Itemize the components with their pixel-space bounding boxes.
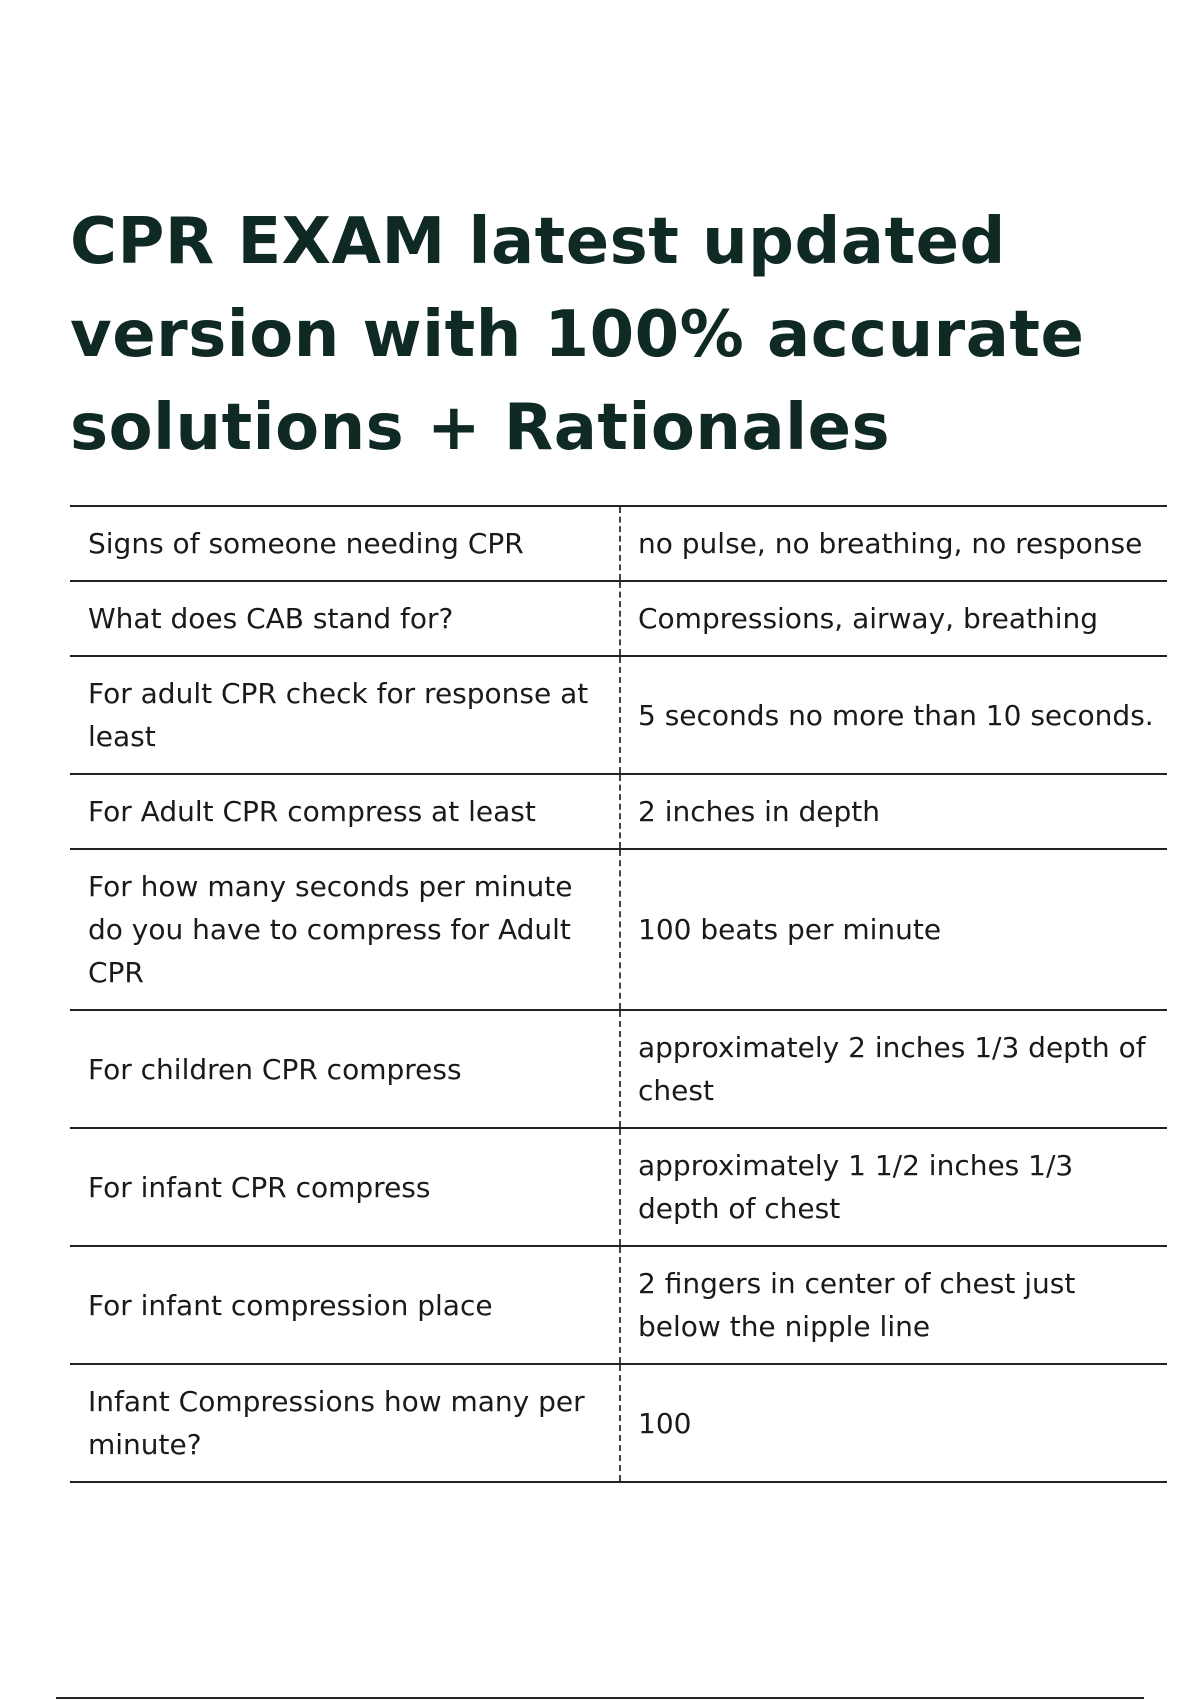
term-cell: For infant compression place <box>70 1246 620 1364</box>
table-row <box>70 656 1167 774</box>
bottom-divider <box>56 1697 1144 1699</box>
term-cell: For adult CPR check for response at least <box>70 656 620 774</box>
definition-cell: 100 <box>620 1364 1167 1482</box>
definition-cell: approximately 1 1/2 inches 1/3 depth of chest <box>620 1128 1167 1246</box>
table-row <box>70 849 1167 1010</box>
definition-cell: 2 fingers in center of chest just below the nipple line <box>620 1246 1167 1364</box>
term-cell: Signs of someone needing CPR <box>70 506 620 581</box>
table-row <box>70 1246 1167 1364</box>
term-cell: For Adult CPR compress at least <box>70 774 620 849</box>
definition-cell: no pulse, no breathing, no response <box>620 506 1167 581</box>
term-cell: Infant Compressions how many per minute? <box>70 1364 620 1482</box>
definition-cell: approximately 2 inches 1/3 depth of chest <box>620 1010 1167 1128</box>
term-cell: For infant CPR compress <box>70 1128 620 1246</box>
table-row <box>70 506 1167 581</box>
term-cell: For how many seconds per minute do you have to compress for Adult CPR <box>70 849 620 1010</box>
table-row <box>70 1010 1167 1128</box>
page-title: CPR EXAM latest updated version with 100% accurate solutions + Rationales <box>70 205 1085 465</box>
definition-cell: 2 inches in depth <box>620 774 1167 849</box>
definition-cell: Compressions, airway, breathing <box>620 581 1167 656</box>
table-row <box>70 1128 1167 1246</box>
definition-cell: 5 seconds no more than 10 seconds. <box>620 656 1167 774</box>
table-row <box>70 774 1167 849</box>
table-row <box>70 581 1167 656</box>
table-row <box>70 1364 1167 1482</box>
definition-cell: 100 beats per minute <box>620 849 1167 1010</box>
term-cell: What does CAB stand for? <box>70 581 620 656</box>
qa-table <box>70 505 1167 1483</box>
term-cell: For children CPR compress <box>70 1010 620 1128</box>
